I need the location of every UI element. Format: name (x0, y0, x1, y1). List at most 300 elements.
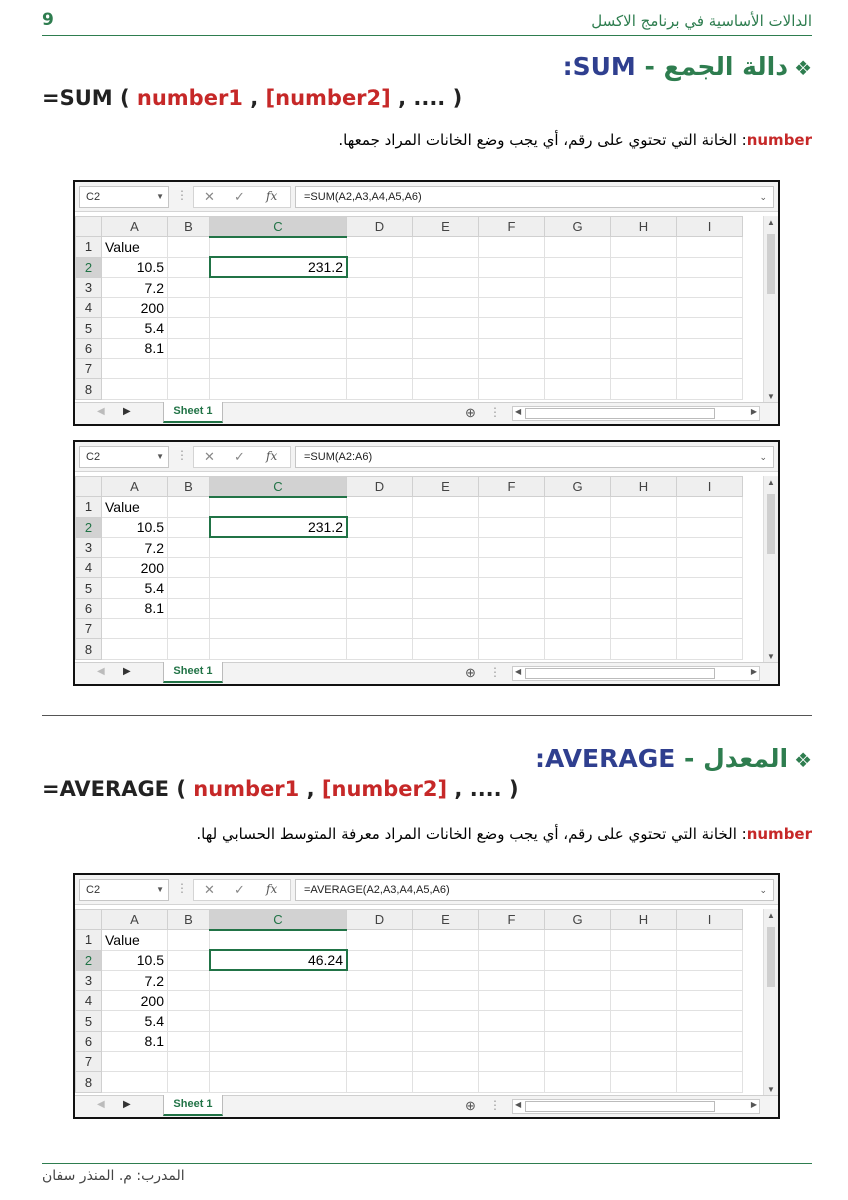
cell[interactable] (347, 950, 413, 970)
cell[interactable] (347, 578, 413, 598)
name-box[interactable] (79, 186, 169, 208)
cell[interactable] (677, 298, 743, 318)
cell[interactable] (545, 359, 611, 379)
scroll-left-icon[interactable]: ◀ (515, 1100, 522, 1109)
cell-a[interactable]: 200 (102, 991, 168, 1011)
cell[interactable] (545, 970, 611, 990)
cell[interactable] (677, 930, 743, 950)
scroll-right-icon[interactable]: ▶ (750, 667, 757, 676)
cell[interactable] (545, 277, 611, 297)
prev-sheet-icon[interactable]: ◀ (97, 666, 105, 677)
cell[interactable] (677, 537, 743, 557)
cell-b[interactable] (168, 1011, 210, 1031)
cell-c[interactable] (210, 639, 347, 659)
add-sheet-icon[interactable]: ⊕ (465, 665, 476, 680)
cell[interactable] (611, 639, 677, 659)
cell[interactable] (413, 1072, 479, 1092)
cell-a[interactable]: 5.4 (102, 318, 168, 338)
cell[interactable] (479, 1031, 545, 1051)
cell[interactable] (677, 1011, 743, 1031)
cell-c[interactable] (210, 1011, 347, 1031)
cell[interactable] (479, 1072, 545, 1092)
cell[interactable] (611, 1072, 677, 1092)
cell[interactable] (479, 497, 545, 517)
row-header[interactable]: 7 (76, 1052, 102, 1072)
cell[interactable] (545, 930, 611, 950)
cell-c[interactable] (210, 359, 347, 379)
scroll-left-icon[interactable]: ◀ (515, 667, 522, 676)
cell[interactable] (347, 338, 413, 358)
cell[interactable] (413, 237, 479, 257)
cell[interactable] (347, 497, 413, 517)
cell[interactable] (479, 237, 545, 257)
column-header[interactable]: H (611, 217, 677, 237)
column-header[interactable]: D (347, 477, 413, 497)
cell[interactable] (347, 930, 413, 950)
cell[interactable] (347, 1011, 413, 1031)
cell[interactable] (545, 517, 611, 537)
scroll-up-icon[interactable]: ▲ (767, 478, 775, 487)
cell-a[interactable] (102, 1052, 168, 1072)
scroll-down-icon[interactable]: ▼ (767, 652, 775, 661)
cell-b[interactable] (168, 619, 210, 639)
cell[interactable] (347, 237, 413, 257)
drag-handle-icon[interactable]: ⋮ (489, 1098, 501, 1112)
prev-sheet-icon[interactable]: ◀ (97, 1099, 105, 1110)
check-icon[interactable]: ✓ (234, 882, 245, 897)
cell[interactable] (611, 237, 677, 257)
cell[interactable] (677, 598, 743, 618)
cell[interactable] (611, 578, 677, 598)
cell-a[interactable]: 10.5 (102, 257, 168, 277)
check-icon[interactable]: ✓ (234, 189, 245, 204)
cell-b[interactable] (168, 970, 210, 990)
chevron-down-icon[interactable]: ▼ (156, 885, 164, 894)
cell-c[interactable] (210, 298, 347, 318)
cell[interactable] (413, 991, 479, 1011)
cell-c[interactable] (210, 1031, 347, 1051)
column-header[interactable]: C (210, 477, 347, 497)
sheet-tab[interactable]: Sheet 1 (163, 402, 223, 423)
cell[interactable] (545, 578, 611, 598)
fx-icon[interactable]: fx (266, 449, 278, 463)
cell[interactable] (677, 991, 743, 1011)
cell[interactable] (347, 598, 413, 618)
cell[interactable] (479, 639, 545, 659)
cell[interactable] (545, 1031, 611, 1051)
cell-b[interactable] (168, 930, 210, 950)
fx-icon[interactable]: fx (266, 882, 278, 896)
cell[interactable] (611, 1052, 677, 1072)
row-header[interactable]: 3 (76, 537, 102, 557)
row-header[interactable]: 7 (76, 359, 102, 379)
cell[interactable] (413, 257, 479, 277)
cell[interactable] (479, 578, 545, 598)
cell[interactable] (347, 1031, 413, 1051)
column-header[interactable]: G (545, 477, 611, 497)
column-header[interactable]: B (168, 477, 210, 497)
cell[interactable] (611, 1011, 677, 1031)
fx-icon[interactable]: fx (266, 189, 278, 203)
scroll-left-icon[interactable]: ◀ (515, 407, 522, 416)
cell-a[interactable] (102, 359, 168, 379)
row-header[interactable]: 5 (76, 318, 102, 338)
scroll-thumb[interactable] (767, 494, 775, 554)
cell[interactable] (611, 379, 677, 399)
horizontal-scrollbar[interactable] (512, 1099, 760, 1114)
cell[interactable] (611, 517, 677, 537)
cell[interactable] (545, 1072, 611, 1092)
add-sheet-icon[interactable]: ⊕ (465, 1098, 476, 1113)
cell-a[interactable] (102, 1072, 168, 1092)
column-header[interactable]: D (347, 217, 413, 237)
cell[interactable] (677, 970, 743, 990)
row-header[interactable]: 1 (76, 497, 102, 517)
next-sheet-icon[interactable]: ▶ (123, 1099, 131, 1110)
row-header[interactable]: 4 (76, 558, 102, 578)
row-header[interactable]: 5 (76, 578, 102, 598)
cell[interactable] (545, 237, 611, 257)
cell-c[interactable] (210, 558, 347, 578)
next-sheet-icon[interactable]: ▶ (123, 666, 131, 677)
name-box[interactable] (79, 446, 169, 468)
cell[interactable] (611, 318, 677, 338)
cell[interactable] (347, 970, 413, 990)
column-header[interactable]: A (102, 217, 168, 237)
cell[interactable] (347, 277, 413, 297)
vertical-scrollbar[interactable] (763, 216, 778, 403)
cell[interactable] (413, 1031, 479, 1051)
cell[interactable] (413, 619, 479, 639)
column-header[interactable]: C (210, 910, 347, 930)
cell[interactable] (479, 379, 545, 399)
column-header[interactable]: I (677, 910, 743, 930)
scroll-down-icon[interactable]: ▼ (767, 1085, 775, 1094)
cell[interactable] (611, 537, 677, 557)
cell[interactable] (413, 598, 479, 618)
next-sheet-icon[interactable]: ▶ (123, 406, 131, 417)
cell-a[interactable]: 200 (102, 298, 168, 318)
cell[interactable] (479, 277, 545, 297)
cell[interactable] (413, 298, 479, 318)
cell[interactable] (479, 930, 545, 950)
check-icon[interactable]: ✓ (234, 449, 245, 464)
cell-b[interactable] (168, 277, 210, 297)
cell[interactable] (611, 298, 677, 318)
cell[interactable] (347, 639, 413, 659)
cell[interactable] (347, 537, 413, 557)
column-header[interactable]: B (168, 910, 210, 930)
cell[interactable] (545, 298, 611, 318)
cell-a[interactable] (102, 639, 168, 659)
cell-c[interactable] (210, 277, 347, 297)
select-all-corner[interactable] (76, 477, 102, 497)
row-header[interactable]: 8 (76, 639, 102, 659)
chevron-down-icon[interactable]: ▼ (156, 192, 164, 201)
cell[interactable] (611, 619, 677, 639)
cell[interactable] (545, 639, 611, 659)
row-header[interactable]: 1 (76, 930, 102, 950)
column-header[interactable]: E (413, 910, 479, 930)
active-cell[interactable]: 231.2 (210, 517, 347, 537)
cell[interactable] (479, 598, 545, 618)
horizontal-scrollbar[interactable] (512, 406, 760, 421)
cell[interactable] (611, 277, 677, 297)
cell-b[interactable] (168, 578, 210, 598)
cell-c[interactable] (210, 991, 347, 1011)
drag-handle-icon[interactable]: ⋮ (176, 448, 188, 462)
cell-b[interactable] (168, 537, 210, 557)
cell[interactable] (677, 359, 743, 379)
formula-input[interactable] (295, 186, 774, 208)
cell[interactable] (347, 517, 413, 537)
cell[interactable] (677, 277, 743, 297)
cell[interactable] (545, 1052, 611, 1072)
column-header[interactable]: F (479, 910, 545, 930)
cell[interactable] (479, 359, 545, 379)
cell[interactable] (611, 338, 677, 358)
cell[interactable] (479, 1052, 545, 1072)
cell-a[interactable]: 7.2 (102, 277, 168, 297)
cell[interactable] (479, 257, 545, 277)
cell[interactable] (479, 517, 545, 537)
cell[interactable] (479, 619, 545, 639)
cell[interactable] (479, 950, 545, 970)
row-header[interactable]: 2 (76, 950, 102, 970)
x-icon[interactable]: ✕ (204, 189, 215, 204)
cell-c[interactable] (210, 237, 347, 257)
cell[interactable] (677, 237, 743, 257)
cell-a[interactable]: 200 (102, 558, 168, 578)
cell[interactable] (347, 379, 413, 399)
column-header[interactable]: I (677, 217, 743, 237)
column-header[interactable]: C (210, 217, 347, 237)
vertical-scrollbar[interactable] (763, 909, 778, 1096)
cell[interactable] (413, 558, 479, 578)
cell-b[interactable] (168, 318, 210, 338)
horizontal-scrollbar[interactable] (512, 666, 760, 681)
scroll-thumb[interactable] (767, 927, 775, 987)
cell[interactable] (413, 970, 479, 990)
column-header[interactable]: H (611, 910, 677, 930)
cell[interactable] (413, 1052, 479, 1072)
cell[interactable] (677, 1031, 743, 1051)
cell-b[interactable] (168, 237, 210, 257)
cell[interactable] (677, 517, 743, 537)
cell-c[interactable] (210, 379, 347, 399)
cell[interactable] (677, 950, 743, 970)
cell[interactable] (611, 598, 677, 618)
cell[interactable] (611, 991, 677, 1011)
sheet-tab[interactable]: Sheet 1 (163, 662, 223, 683)
x-icon[interactable]: ✕ (204, 882, 215, 897)
cell[interactable] (347, 1072, 413, 1092)
column-header[interactable]: D (347, 910, 413, 930)
row-header[interactable]: 6 (76, 338, 102, 358)
row-header[interactable]: 3 (76, 277, 102, 297)
cell[interactable] (611, 950, 677, 970)
cell[interactable] (479, 558, 545, 578)
cell[interactable] (479, 338, 545, 358)
scroll-up-icon[interactable]: ▲ (767, 218, 775, 227)
cell-b[interactable] (168, 359, 210, 379)
cell[interactable] (347, 619, 413, 639)
cell[interactable] (413, 578, 479, 598)
cell[interactable] (479, 318, 545, 338)
cell[interactable] (347, 1052, 413, 1072)
cell[interactable] (413, 950, 479, 970)
cell[interactable] (611, 257, 677, 277)
cell-a[interactable]: 8.1 (102, 598, 168, 618)
scroll-thumb[interactable] (525, 1101, 715, 1112)
scroll-right-icon[interactable]: ▶ (750, 1100, 757, 1109)
row-header[interactable]: 7 (76, 619, 102, 639)
cell[interactable] (545, 950, 611, 970)
cell[interactable] (677, 578, 743, 598)
scroll-down-icon[interactable]: ▼ (767, 392, 775, 401)
cell[interactable] (545, 338, 611, 358)
cell[interactable] (611, 359, 677, 379)
cell[interactable] (347, 257, 413, 277)
cell-a[interactable]: 10.5 (102, 950, 168, 970)
cell-c[interactable] (210, 497, 347, 517)
column-header[interactable]: E (413, 217, 479, 237)
column-header[interactable]: G (545, 910, 611, 930)
cell[interactable] (347, 991, 413, 1011)
cell[interactable] (413, 1011, 479, 1031)
row-header[interactable]: 6 (76, 598, 102, 618)
cell[interactable] (347, 359, 413, 379)
row-header[interactable]: 2 (76, 257, 102, 277)
cell[interactable] (479, 970, 545, 990)
chevron-down-icon[interactable]: ▼ (156, 452, 164, 461)
row-header[interactable]: 4 (76, 298, 102, 318)
cell-c[interactable] (210, 619, 347, 639)
chevron-down-icon[interactable]: ⌄ (759, 452, 767, 462)
cell[interactable] (479, 298, 545, 318)
cell[interactable] (413, 359, 479, 379)
cell[interactable] (479, 991, 545, 1011)
column-header[interactable]: F (479, 217, 545, 237)
cell[interactable] (413, 537, 479, 557)
cell-c[interactable] (210, 578, 347, 598)
cell-a[interactable]: 8.1 (102, 338, 168, 358)
cell[interactable] (677, 318, 743, 338)
cell-c[interactable] (210, 970, 347, 990)
scroll-up-icon[interactable]: ▲ (767, 911, 775, 920)
cell[interactable] (677, 639, 743, 659)
cell-a[interactable]: Value (102, 497, 168, 517)
row-header[interactable]: 8 (76, 379, 102, 399)
row-header[interactable]: 1 (76, 237, 102, 257)
cell[interactable] (677, 1072, 743, 1092)
cell[interactable] (545, 991, 611, 1011)
cell[interactable] (611, 497, 677, 517)
vertical-scrollbar[interactable] (763, 476, 778, 663)
cell-b[interactable] (168, 257, 210, 277)
row-header[interactable]: 5 (76, 1011, 102, 1031)
cell[interactable] (677, 379, 743, 399)
scroll-right-icon[interactable]: ▶ (750, 407, 757, 416)
cell-c[interactable] (210, 1072, 347, 1092)
cell-b[interactable] (168, 1031, 210, 1051)
cell-b[interactable] (168, 950, 210, 970)
cell[interactable] (677, 257, 743, 277)
cell-c[interactable] (210, 318, 347, 338)
cell-b[interactable] (168, 991, 210, 1011)
cell-a[interactable]: 8.1 (102, 1031, 168, 1051)
cell[interactable] (413, 318, 479, 338)
column-header[interactable]: G (545, 217, 611, 237)
cell-c[interactable] (210, 1052, 347, 1072)
cell[interactable] (347, 318, 413, 338)
cell-a[interactable] (102, 619, 168, 639)
cell-a[interactable]: 10.5 (102, 517, 168, 537)
cell[interactable] (611, 970, 677, 990)
cell-c[interactable] (210, 537, 347, 557)
scroll-thumb[interactable] (525, 408, 715, 419)
row-header[interactable]: 4 (76, 991, 102, 1011)
drag-handle-icon[interactable]: ⋮ (489, 405, 501, 419)
column-header[interactable]: I (677, 477, 743, 497)
row-header[interactable]: 3 (76, 970, 102, 990)
column-header[interactable]: E (413, 477, 479, 497)
drag-handle-icon[interactable]: ⋮ (176, 188, 188, 202)
column-header[interactable]: A (102, 910, 168, 930)
cell-a[interactable] (102, 379, 168, 399)
cell-c[interactable] (210, 930, 347, 950)
cell[interactable] (545, 598, 611, 618)
cell[interactable] (677, 558, 743, 578)
cell-a[interactable]: 7.2 (102, 537, 168, 557)
cell-a[interactable]: Value (102, 930, 168, 950)
cell-b[interactable] (168, 1072, 210, 1092)
cell-b[interactable] (168, 338, 210, 358)
cell[interactable] (413, 639, 479, 659)
cell[interactable] (545, 537, 611, 557)
cell-b[interactable] (168, 379, 210, 399)
cell[interactable] (479, 1011, 545, 1031)
cell-c[interactable] (210, 338, 347, 358)
row-header[interactable]: 6 (76, 1031, 102, 1051)
cell[interactable] (677, 497, 743, 517)
cell[interactable] (677, 619, 743, 639)
chevron-down-icon[interactable]: ⌄ (759, 192, 767, 202)
chevron-down-icon[interactable]: ⌄ (759, 885, 767, 895)
drag-handle-icon[interactable]: ⋮ (176, 881, 188, 895)
formula-input[interactable] (295, 446, 774, 468)
cell[interactable] (479, 537, 545, 557)
sheet-tab[interactable]: Sheet 1 (163, 1095, 223, 1116)
cell[interactable] (611, 930, 677, 950)
cell-a[interactable]: 5.4 (102, 578, 168, 598)
drag-handle-icon[interactable]: ⋮ (489, 665, 501, 679)
cell-c[interactable] (210, 598, 347, 618)
row-header[interactable]: 8 (76, 1072, 102, 1092)
cell[interactable] (545, 558, 611, 578)
cell-a[interactable]: 7.2 (102, 970, 168, 990)
row-header[interactable]: 2 (76, 517, 102, 537)
cell-a[interactable]: 5.4 (102, 1011, 168, 1031)
add-sheet-icon[interactable]: ⊕ (465, 405, 476, 420)
name-box[interactable] (79, 879, 169, 901)
scroll-thumb[interactable] (767, 234, 775, 294)
column-header[interactable]: H (611, 477, 677, 497)
select-all-corner[interactable] (76, 910, 102, 930)
prev-sheet-icon[interactable]: ◀ (97, 406, 105, 417)
cell-b[interactable] (168, 298, 210, 318)
cell[interactable] (545, 257, 611, 277)
